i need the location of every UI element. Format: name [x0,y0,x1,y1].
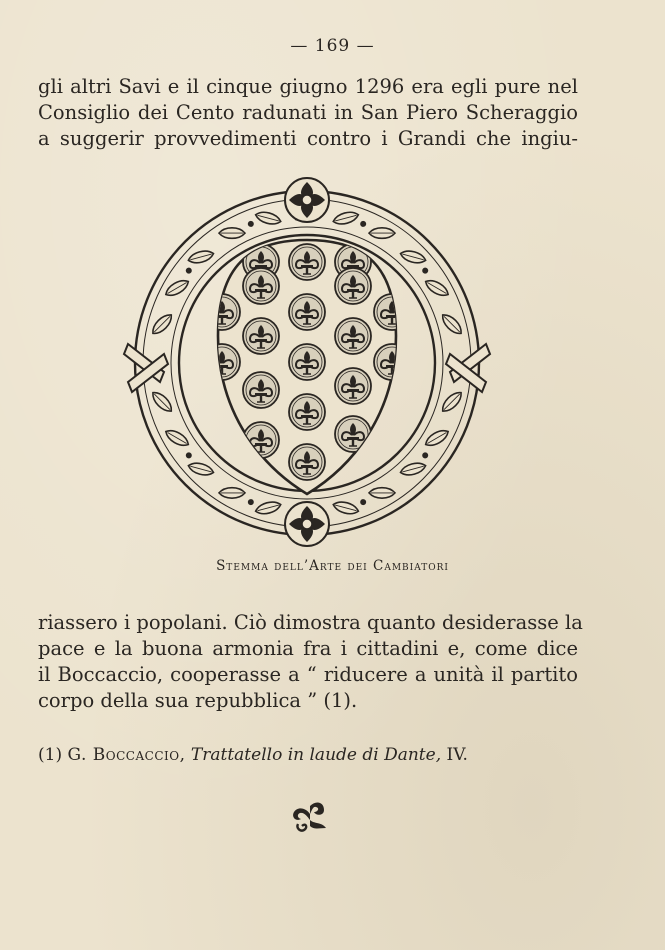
paragraph-top [38,74,578,152]
footnote-author: G. Boccaccio, [67,745,186,765]
text-line: gli altri Savi e il cinque giugno 1296 era egli pure nel [38,75,578,98]
text-line: a suggerir provvedimenti contro i Grandi che ingiu- [38,127,578,150]
footnote-marker: (1) [38,745,63,765]
coat-of-arms-wreath-icon [120,176,494,550]
text-line: corpo della sua repubblica ” (1). [38,689,358,712]
footnote-section: IV. [446,745,468,765]
figure-caption: Stemma dell’Arte dei Cambiatori [216,558,449,574]
text-line: Consiglio dei Cento radunati in San Piero Scheraggio [38,101,578,124]
paragraph-bottom [38,610,583,714]
footnote-title: Trattatello in laude di Dante, [190,745,442,765]
text-line: riassero i popolani. Ciò dimostra quanto desiderasse la [38,611,583,634]
page-number: — 169 — [290,36,375,56]
footnote [38,745,468,765]
text-line: pace e la buona armonia fra i cittadini e, come dice [38,637,578,660]
text-line: il Boccaccio, cooperasse a “ riducere a unità il partito [38,663,578,686]
fleuron-icon [288,800,332,834]
